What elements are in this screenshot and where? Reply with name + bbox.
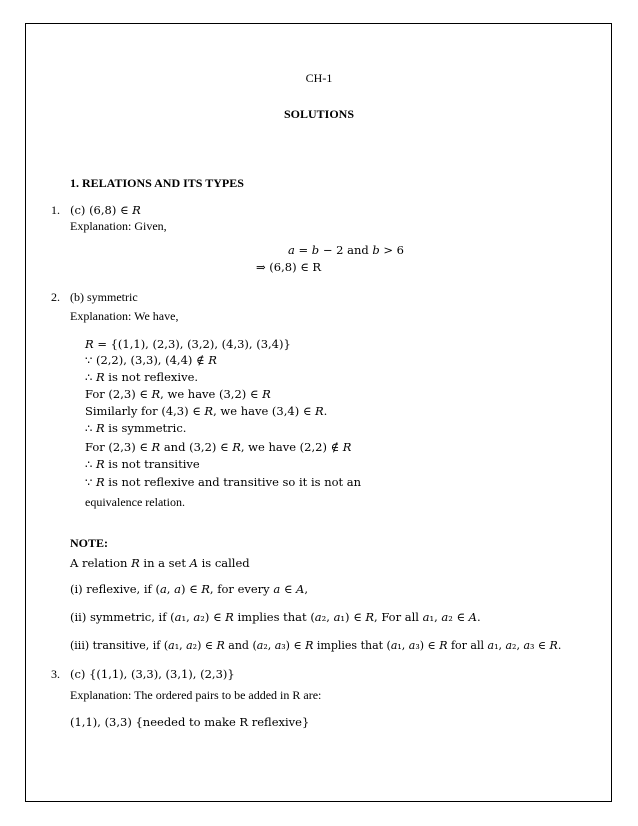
explanation-label: Explanation: The ordered pairs to be added in R are: [70, 688, 322, 702]
answer-text: (c) {(1,1), (3,3), (3,1), (2,3)} [70, 667, 235, 681]
explanation-line: ∴ 𝑅 is symmetric. [85, 421, 187, 435]
question-number: 2. [51, 290, 60, 304]
explanation-line: ∵ (2,2), (3,3), (4,4) ∉ 𝑅 [85, 353, 217, 367]
note-item: (iii) transitive, if (𝑎₁, 𝑎₂) ∈ 𝑅 and (𝑎₂, 𝑎₃) ∈ 𝑅 implies that (𝑎₁, 𝑎₃) ∈ 𝑅 for all 𝑎₁, 𝑎₂, 𝑎₃ ∈ 𝑅. [70, 639, 562, 652]
explanation-line: For (2,3) ∈ 𝑅 and (3,2) ∈ 𝑅, we have (2,2) ∉ 𝑅 [85, 440, 352, 454]
page-title: SOLUTIONS [283, 107, 355, 121]
answer-text: (b) symmetric [70, 290, 138, 304]
explanation-label: Explanation: We have, [70, 309, 179, 323]
answer-text: (c) (6,8) ∈ 𝑅 [70, 203, 141, 217]
explanation-line: ∴ 𝑅 is not transitive [85, 457, 200, 471]
explanation-line: ∴ 𝑅 is not reflexive. [85, 370, 199, 384]
note-item: (ii) symmetric, if (𝑎₁, 𝑎₂) ∈ 𝑅 implies that (𝑎₂, 𝑎₁) ∈ 𝑅, For all 𝑎₁, 𝑎₂ ∈ 𝐴. [70, 610, 481, 624]
chapter-label: CH-1 [305, 71, 333, 85]
explanation-line: Similarly for (4,3) ∈ 𝑅, we have (3,4) ∈ 𝑅. [85, 404, 328, 418]
explanation-line: ∵ 𝑅 is not reflexive and transitive so it is not an [85, 475, 362, 489]
explanation-line: equivalence relation. [85, 495, 185, 509]
explanation-line: (1,1), (3,3) {needed to make R reflexive} [70, 715, 310, 729]
equation: 𝑎 = 𝑏 − 2 and 𝑏 > 6 [288, 243, 404, 257]
equation: ⇒ (6,8) ∈ R [256, 260, 322, 274]
note-heading: NOTE: [70, 536, 109, 550]
section-heading: 1. RELATIONS AND ITS TYPES [70, 176, 244, 190]
explanation-line: 𝑅 = {(1,1), (2,3), (3,2), (4,3), (3,4)} [85, 337, 291, 351]
explanation-line: For (2,3) ∈ 𝑅, we have (3,2) ∈ 𝑅 [85, 387, 271, 401]
explanation-label: Explanation: Given, [70, 219, 167, 233]
note-intro: A relation 𝑅 in a set 𝐴 is called [70, 556, 250, 570]
question-number: 3. [51, 667, 60, 681]
note-item: (i) reflexive, if (𝑎, 𝑎) ∈ 𝑅, for every 𝑎 ∈ 𝐴, [70, 582, 308, 596]
question-number: 1. [51, 203, 60, 217]
